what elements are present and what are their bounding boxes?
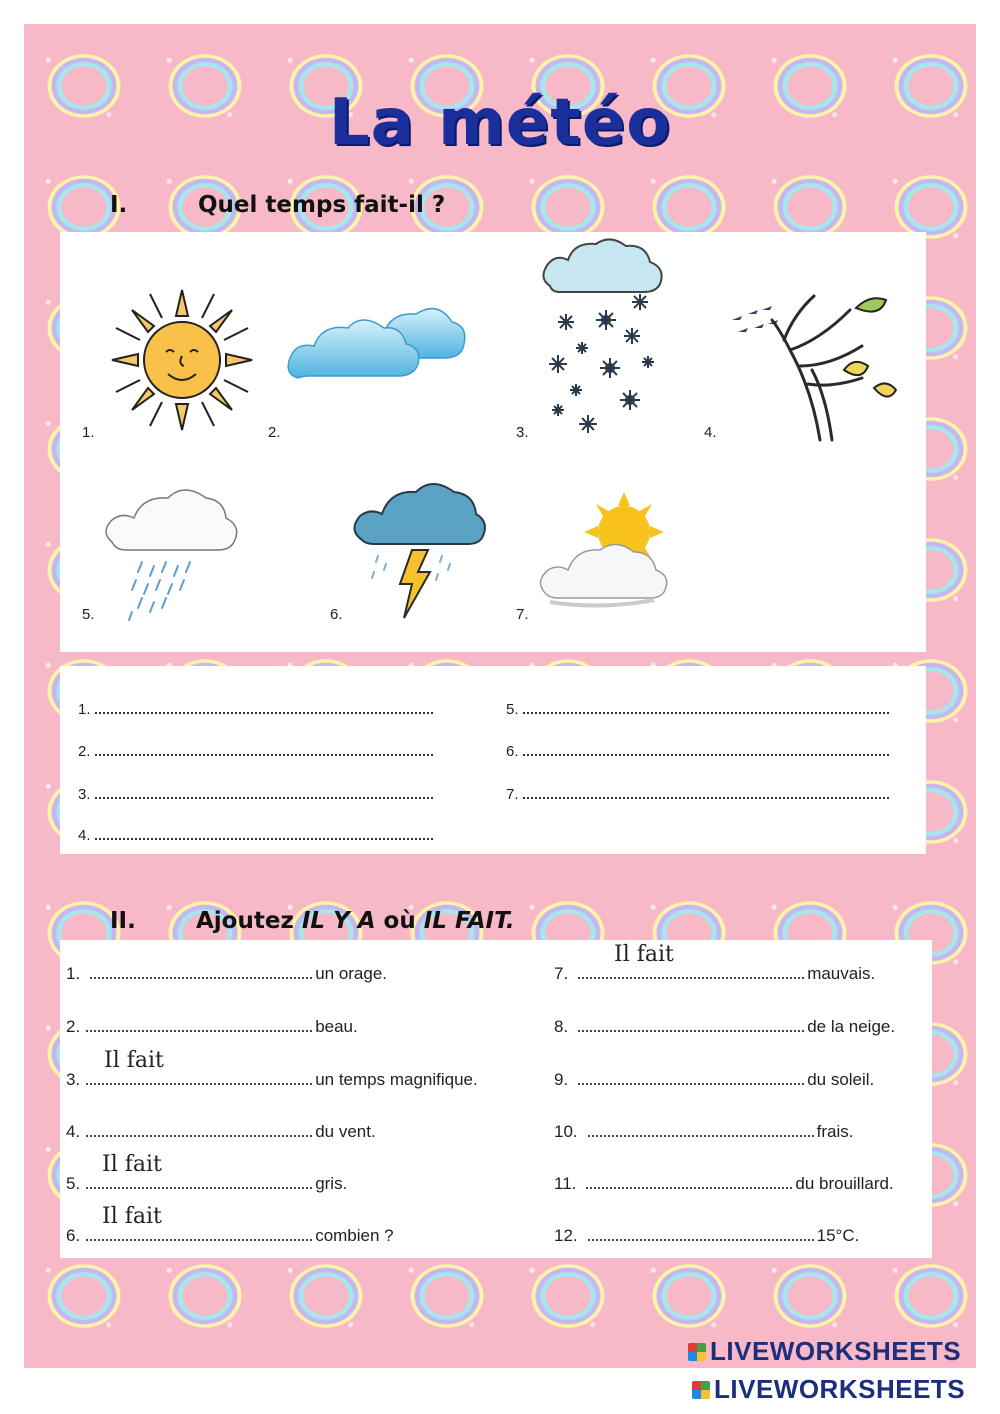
exercise-item-11: 11. du brouillard. [554, 1174, 894, 1193]
exercise-item-5: 5. gris. [66, 1174, 348, 1193]
fill-blank-4[interactable] [86, 1123, 312, 1137]
handwritten-answer-7: Il fait [614, 942, 674, 967]
section-1-heading: Quel temps fait-il ? [198, 192, 446, 218]
exercise-item-1: 1. un orage. [66, 964, 388, 983]
picture-label-7: 7. [516, 606, 529, 623]
answers-panel [60, 666, 926, 854]
fill-blank-6[interactable] [86, 1227, 312, 1241]
picture-label-5: 5. [82, 606, 95, 623]
exercise-item-2: 2. beau. [66, 1017, 358, 1036]
answer-number: 4. [78, 827, 91, 844]
fill-blank-10[interactable] [588, 1123, 814, 1137]
exercise-panel [60, 940, 932, 1258]
fill-blank-12[interactable] [588, 1227, 814, 1241]
fill-blank-8[interactable] [578, 1018, 804, 1032]
rain-icon [102, 478, 242, 622]
liveworksheets-logo-icon [692, 1381, 710, 1399]
handwritten-answer-6: Il fait [102, 1204, 162, 1229]
fill-blank-9[interactable] [578, 1071, 804, 1085]
picture-label-4: 4. [704, 424, 717, 441]
answer-number: 7. [506, 786, 519, 803]
storm-icon [350, 482, 486, 622]
wind-icon [724, 284, 904, 444]
brand-watermark-1: LIVEWORKSHEETS [688, 1336, 961, 1367]
section-1-number: I. [110, 192, 128, 218]
handwritten-answer-5: Il fait [102, 1152, 162, 1177]
liveworksheets-logo-icon [688, 1343, 706, 1361]
answer-number: 1. [78, 701, 91, 718]
fill-blank-1[interactable] [90, 965, 312, 979]
picture-label-2: 2. [268, 424, 281, 441]
exercise-item-7: 7. mauvais. [554, 964, 876, 983]
answer-line-5[interactable] [506, 700, 889, 718]
exercise-item-10: 10. frais. [554, 1122, 854, 1141]
clouds-icon [286, 298, 466, 394]
answer-line-6[interactable] [506, 742, 889, 760]
answer-number: 2. [78, 743, 91, 760]
answer-number: 5. [506, 701, 519, 718]
sun-icon [104, 282, 260, 438]
option-il-y-a: IL Y A [301, 908, 376, 934]
exercise-item-12: 12. 15°C. [554, 1226, 860, 1245]
fill-blank-5[interactable] [86, 1175, 312, 1189]
answer-number: 3. [78, 786, 91, 803]
section-2-number: II. [110, 908, 136, 934]
brand-watermark-2: LIVEWORKSHEETS [692, 1374, 965, 1405]
exercise-item-9: 9. du soleil. [554, 1070, 875, 1089]
worksheet-page [24, 24, 976, 1368]
worksheet-title: La météo [328, 86, 672, 160]
answer-number: 6. [506, 743, 519, 760]
snow-icon [536, 238, 672, 438]
exercise-item-4: 4. du vent. [66, 1122, 376, 1141]
answer-line-4[interactable] [78, 826, 433, 844]
exercise-item-3: 3. un temps magnifique. [66, 1070, 478, 1089]
answer-line-1[interactable] [78, 700, 433, 718]
fill-blank-2[interactable] [86, 1018, 312, 1032]
picture-label-1: 1. [82, 424, 95, 441]
answer-line-7[interactable] [506, 785, 889, 803]
exercise-item-8: 8. de la neige. [554, 1017, 896, 1036]
fill-blank-11[interactable] [586, 1175, 792, 1189]
picture-label-3: 3. [516, 424, 529, 441]
fill-blank-7[interactable] [578, 965, 804, 979]
exercise-item-6: 6. combien ? [66, 1226, 394, 1245]
picture-label-6: 6. [330, 606, 343, 623]
pictures-panel [60, 232, 926, 652]
answer-line-2[interactable] [78, 742, 433, 760]
fill-blank-3[interactable] [86, 1071, 312, 1085]
answer-line-3[interactable] [78, 785, 433, 803]
sun-cloud-icon [538, 486, 674, 616]
section-2-heading: Ajoutez IL Y A où IL FAIT. [196, 908, 515, 934]
option-il-fait: IL FAIT. [423, 908, 515, 934]
handwritten-answer-3: Il fait [104, 1048, 164, 1073]
